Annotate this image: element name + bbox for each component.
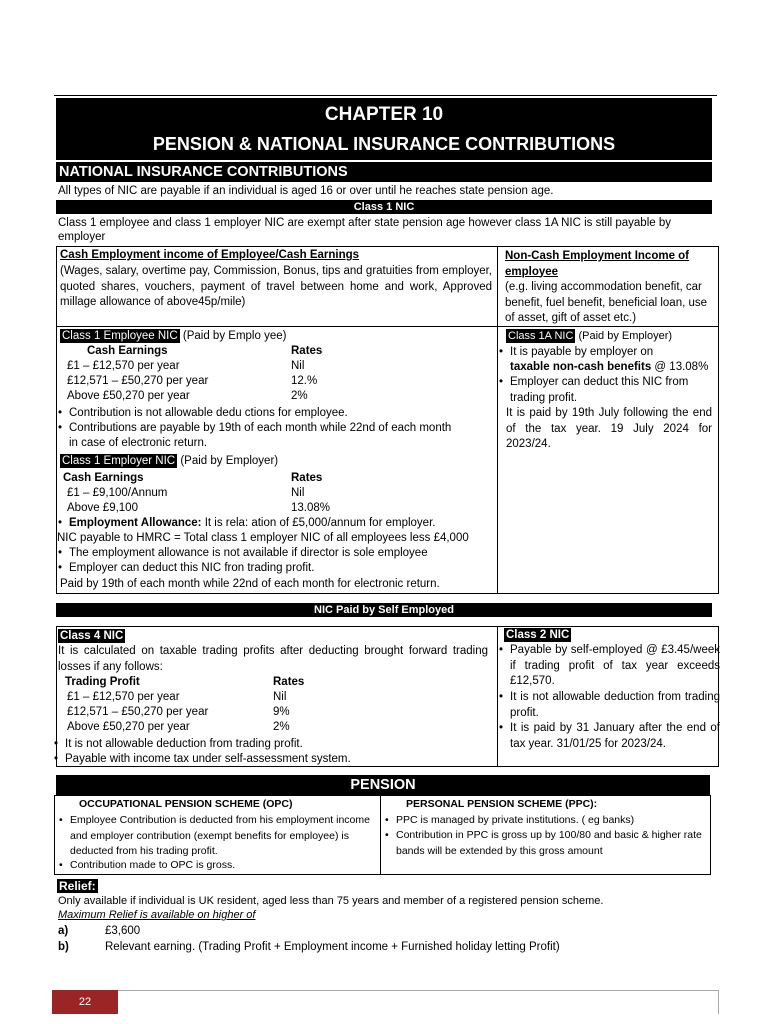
employee-label: Class 1 Employee NIC [62, 330, 178, 342]
self-employed-bar: NIC Paid by Self Employed [56, 603, 712, 617]
class2-bullet2: • It is not allowable deduction from trading profit. [498, 690, 720, 721]
employee-paid-by: (Paid by Emplo yee) [182, 330, 287, 342]
rate-band: Above £50,270 per year [67, 721, 190, 733]
class1a-bold: taxable non-cash benefits [510, 361, 652, 373]
rate-value: 9% [273, 706, 290, 718]
class4-bullet1: • It is not allowable deduction from trading profit. [53, 737, 503, 752]
footer-rule [118, 990, 718, 991]
rate-band: £1 – £12,570 per year [67, 360, 180, 372]
ppc-bullet1: • PPC is managed by private institutions. ( eg banks) [384, 813, 716, 829]
class2-bullet1: • Payable by self-employed @ £3.45/week if trading profit of tax year exceeds £12,570. [498, 643, 720, 690]
relief-b-key: b) [58, 941, 69, 953]
noncash-title: Non-Cash Employment Income of employee [505, 250, 690, 278]
class1a-label: Class 1A NIC [508, 330, 574, 342]
class1a-label-row [506, 329, 672, 344]
rate-band: Above £50,270 per year [67, 390, 190, 402]
class1a-rate: @ 13.08% [651, 361, 709, 373]
class1a-bullet2: • Employer can deduct this NIC from trading profit. [498, 375, 710, 406]
top-rule [54, 95, 717, 96]
employer-col2: Rates [291, 472, 323, 484]
noncash-desc: (e.g. living accommodation benefit, car benefit, fuel benefit, beneficial loan, use of asset, gift of asset etc.) [505, 281, 708, 324]
class4-label-row [58, 629, 125, 644]
rate-band: £12,571 – £50,270 per year [67, 375, 209, 387]
rate-band: £1 – £12,570 per year [67, 691, 180, 703]
employment-allowance [57, 516, 507, 531]
class4-desc: It is calculated on taxable trading profits after deducting brought forward trading losses if any follows: [58, 645, 488, 673]
nic-heading: NATIONAL INSURANCE CONTRIBUTIONS [56, 162, 712, 182]
class2-cell [497, 626, 719, 767]
rate-band: Above £9,100 [67, 502, 138, 514]
nic-intro: All types of NIC are payable if an individual is aged 16 or over until he reaches state pension age. [58, 185, 554, 197]
rate-value: Nil [291, 360, 305, 372]
class1a-paid-by: (Paid by Employer) [578, 330, 673, 342]
employer-label: Class 1 Employer NIC [62, 455, 176, 467]
opc-bullet2: • Contribution made to OPC is gross. [58, 858, 382, 874]
employee-bullet2: • Contributions are payable by 19th of each month while 22nd of each month [57, 421, 507, 436]
rate-value: 13.08% [291, 502, 331, 514]
class1-note-line1: Class 1 employee and class 1 employer NIC are exempt after state pension age however class 1A NIC is still payable by [58, 217, 671, 229]
ppc-bullet2: • Contribution in PPC is gross up by 100/80 and basic & higher rate bands will be extended by this gross amount [384, 828, 716, 859]
ppc-title: PERSONAL PENSION SCHEME (PPC): [406, 798, 598, 810]
employee-col2: Rates [291, 345, 323, 357]
rate-value: 2% [273, 721, 290, 733]
class4-bullet2: • Payable with income tax under self-assessment system. [53, 752, 503, 767]
rate-value: 2% [291, 390, 308, 402]
opc-bullet1: • Employee Contribution is deducted from his employment income and employer contribution (exempt benefits for employee) is deducted from his trading profit. [58, 813, 382, 860]
employee-label-row [60, 329, 286, 344]
class1a-note: It is paid by 19th July following the end of the tax year. 19 July 2024 for 2023/24. [506, 407, 712, 450]
allowance-text: It is rela: ation of £5,000/annum for employer. [201, 517, 436, 529]
cash-title: Cash Employment income of Employee/Cash Earnings [60, 249, 360, 261]
employer-paid-note: Paid by 19th of each month while 22nd of each month for electronic return. [60, 578, 440, 590]
relief-a-val: £3,600 [105, 925, 141, 937]
class4-col2: Rates [273, 676, 305, 688]
class1a-bullet1: • It is payable by employer on [498, 345, 720, 360]
class2-label-row [504, 628, 571, 643]
class2-label: Class 2 NIC [506, 629, 570, 641]
employer-payable: NIC payable to HMRC = Total class 1 employer NIC of all employees less £4,000 [57, 532, 469, 544]
relief-b-val: Relevant earning. (Trading Profit + Employment income + Furnished holiday letting Profit) [105, 941, 560, 953]
employee-bullet2-cont: in case of electronic return. [69, 437, 208, 449]
cash-income-cell [56, 246, 498, 327]
class1-bar: Class 1 NIC [56, 200, 712, 214]
rate-value: Nil [273, 691, 287, 703]
relief-label-row [57, 879, 98, 893]
relief-a-key: a) [58, 925, 69, 937]
chapter-number: CHAPTER 10 [324, 104, 444, 125]
employee-col1: Cash Earnings [87, 345, 168, 357]
chapter-title: PENSION & NATIONAL INSURANCE CONTRIBUTIONS [152, 134, 616, 154]
class1-note-line2: employer [58, 231, 106, 243]
pension-table [54, 795, 711, 875]
rate-band: £1 – £9,100/Annum [67, 487, 168, 499]
pension-heading: PENSION [56, 775, 710, 795]
allowance-bold: Employment Allowance: [69, 517, 202, 529]
rate-band: £12,571 – £50,270 per year [67, 706, 209, 718]
rate-value: 12.% [291, 375, 318, 387]
relief-line2: Maximum Relief is available on higher of [58, 909, 256, 921]
rate-value: Nil [291, 487, 305, 499]
class1a-bullet1-cont [510, 360, 708, 375]
class2-bullet3: • It is paid by 31 January after the end of tax year. 31/01/25 for 2023/24. [498, 721, 720, 752]
page-number: 22 [52, 990, 118, 1014]
class4-col1: Trading Profit [65, 676, 140, 688]
noncash-income-cell [497, 246, 719, 327]
employer-paid-by: (Paid by Employer) [180, 455, 279, 467]
employer-col1: Cash Earnings [63, 472, 144, 484]
relief-line1: Only available if individual is UK resident, aged less than 75 years and member of a registered pension scheme. [58, 895, 604, 907]
employer-bullet-b: • Employer can deduct this NIC fron trading profit. [57, 561, 507, 576]
class4-label: Class 4 NIC [60, 630, 124, 642]
employee-bullet1: • Contribution is not allowable dedu ctions for employee. [57, 406, 507, 421]
class1a-cell [497, 326, 719, 594]
cash-desc: (Wages, salary, overtime pay, Commission, Bonus, tips and gratuities from employer, quoted shares, vouchers, payment of travel between home and work, Approved millage allowance of above45p/mile) [60, 265, 492, 308]
class1-cell [56, 326, 498, 594]
employer-label-row [60, 454, 278, 469]
relief-label: Relief: [59, 879, 96, 893]
footer-rule-end [718, 990, 719, 1014]
employer-bullet-a: • The employment allowance is not available if director is sole employee [57, 546, 507, 561]
class4-cell [56, 626, 498, 767]
opc-title: OCCUPATIONAL PENSION SCHEME (OPC) [79, 798, 293, 810]
chapter-header [56, 98, 712, 160]
